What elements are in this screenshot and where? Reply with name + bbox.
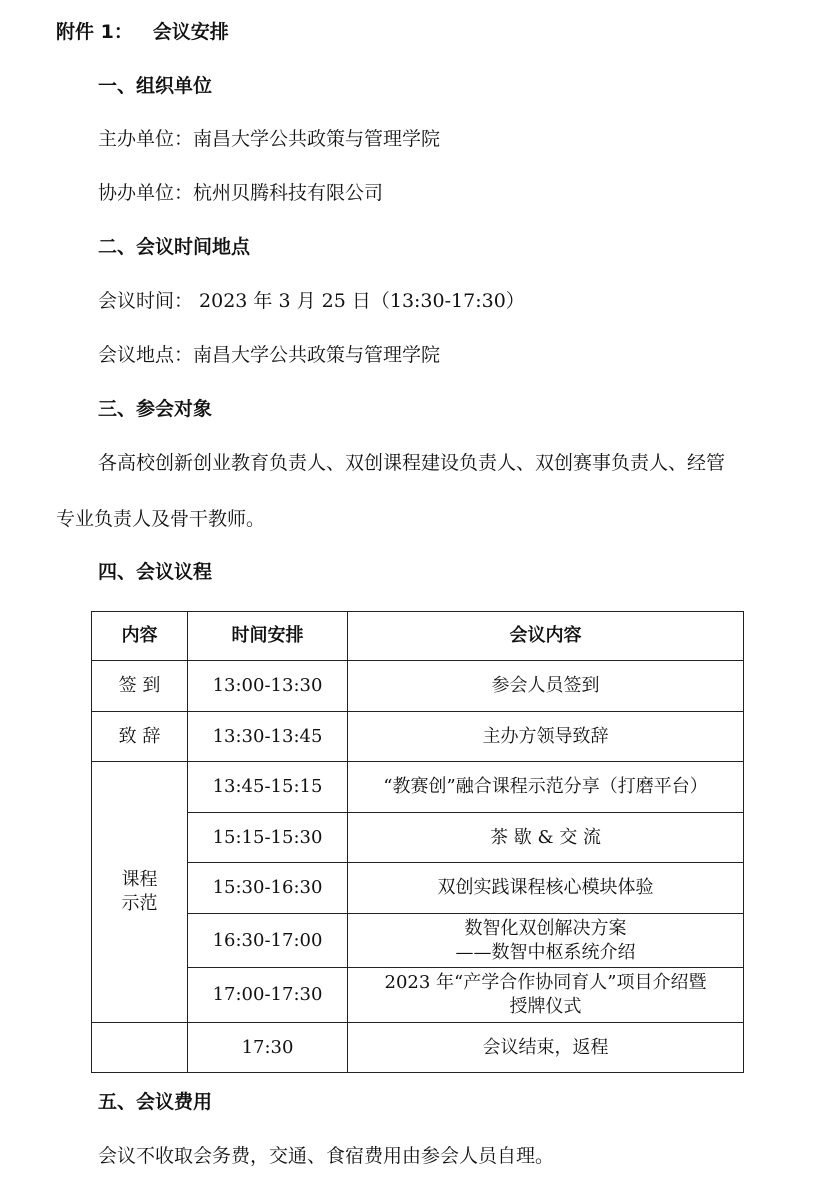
section-4-heading: 四、会议议程 [98,561,213,583]
row-content [348,914,744,968]
category-line-1: 课程 [121,869,158,890]
row-content: 双创实践课程核心模块体验 [348,863,744,914]
header-content: 会议内容 [348,612,744,661]
row-content [348,968,744,1023]
attachment-number: 附件 1： [56,21,133,43]
row-time: 17:30 [188,1023,348,1073]
row-time: 16:30-17:00 [188,914,348,968]
section-2-heading: 二、会议时间地点 [98,236,251,258]
row-category-course-demo [92,762,188,1023]
table-row [92,968,744,1023]
table-row [92,661,744,712]
fee-text: 会议不收取会务费，交通、食宿费用由参会人员自理。 [98,1145,555,1167]
row-category: 致 辞 [92,712,188,762]
co-host-unit: 协办单位：杭州贝腾科技有限公司 [98,182,384,204]
content-line-1: 数智化双创解决方案 [464,917,627,939]
row-time: 13:30-13:45 [188,712,348,762]
header-category: 内容 [92,612,188,661]
row-content: “教赛创”融合课程示范分享（打磨平台） [348,762,744,813]
table-row [92,914,744,968]
row-time: 15:30-16:30 [188,863,348,914]
content-line-2: 授牌仪式 [509,996,582,1017]
participants-line-2: 专业负责人及骨干教师。 [56,508,266,530]
row-time: 13:00-13:30 [188,661,348,712]
row-content: 会议结束，返程 [348,1023,744,1073]
header-time: 时间安排 [188,612,348,661]
table-row [92,1023,744,1073]
table-header-row [92,612,744,661]
content-line-2: ——数智中枢系统介绍 [455,941,636,963]
table-row [92,762,744,813]
row-time: 17:00-17:30 [188,968,348,1023]
attachment-title: 会议安排 [152,21,229,43]
meeting-time: 会议时间： 2023 年 3 月 25 日（13:30-17:30） [98,290,525,312]
meeting-place: 会议地点：南昌大学公共政策与管理学院 [98,344,441,366]
host-unit: 主办单位：南昌大学公共政策与管理学院 [98,128,441,150]
section-1-heading: 一、组织单位 [98,75,213,97]
table-row [92,863,744,914]
row-content: 茶 歇 & 交 流 [348,813,744,863]
agenda-table [91,611,744,1073]
participants-line-1: 各高校创新创业教育负责人、双创课程建设负责人、双创赛事负责人、经管 [98,452,726,474]
row-category: 签 到 [92,661,188,712]
row-time: 13:45-15:15 [188,762,348,813]
table-row [92,813,744,863]
attachment-label [56,20,229,44]
row-content: 参会人员签到 [348,661,744,712]
section-5-heading: 五、会议费用 [98,1091,213,1113]
section-3-heading: 三、参会对象 [98,398,213,420]
table-row [92,712,744,762]
content-line-1: 2023 年“产学合作协同育人”项目介绍暨 [384,972,707,993]
row-content: 主办方领导致辞 [348,712,744,762]
row-category [92,1023,188,1073]
row-time: 15:15-15:30 [188,813,348,863]
category-line-2: 示范 [121,893,158,914]
